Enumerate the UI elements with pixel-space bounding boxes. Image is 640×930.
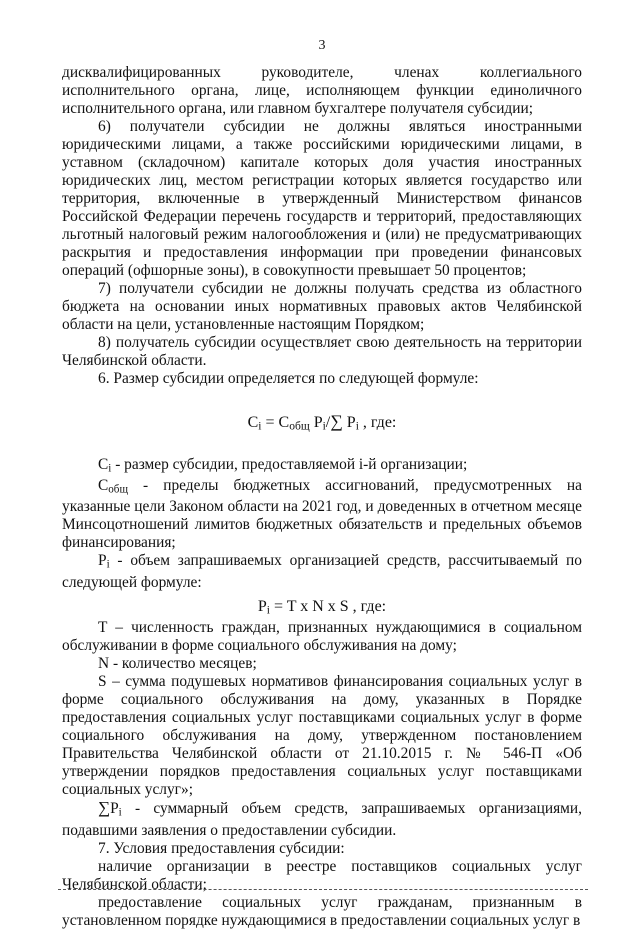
condition-services: предоставление социальных услуг гражданам, признанным в установленном порядке нуждающимися в предоставлении социальных услуг в — [62, 893, 582, 929]
definition-t: T – численность граждан, признанных нуждающимися в социальном обслуживании в форме социального обслуживания на дому; — [62, 619, 582, 655]
definition-pi: $P_i$ - объем запрашиваемых организацией средств, рассчитываемый по следующей формуле: — [62, 552, 582, 591]
subsidy-formula: $C_i = C_{общ}$ $P_i/\sum$ $P_i$ , где: — [247, 411, 397, 433]
request-volume-formula: $P_i = T$ x N x S , где: — [257, 597, 387, 617]
condition-registry: наличие организации в реестре поставщиков социальных услуг Челябинской области; — [62, 857, 582, 893]
definition-s: S – сумма подушевых нормативов финансирования социальных услуг в форме социального обслуживания на дому, указанных в Порядке предоставления социальных услуг поставщиками социальных услуг в форме социального обслуживания на дому, утвержденном постановлением Правительства Челябинской области от 21.10.2015 г. № 546-П «Об утверждении порядков предоставления социальных услуг поставщиками социальных услуг»; — [62, 673, 582, 799]
paragraph-item-7: 7) получатели субсидии не должны получать средства из областного бюджета на основании иных нормативных правовых актов Челябинской области на цели, установленные настоящим Порядком; — [62, 280, 582, 333]
definition-n: N - количество месяцев; — [98, 655, 257, 673]
paragraph-item-8: 8) получатель субсидии осуществляет свою деятельность на территории Челябинской области. — [62, 334, 582, 369]
paragraph-section-6: 6. Размер субсидии определяется по следующей формуле: — [98, 370, 479, 387]
paragraph-continuation: дисквалифицированных руководителе, членах коллегиального исполнительного органа, лице, исполняющем функции единоличного исполнительного органа, или главном бухгалтере получателя субсидии; — [62, 64, 582, 117]
definition-cobsh: $C_{общ}$ - пределы бюджетных ассигнований, предусмотренных на указанные цели Законом области на 2021 год, и доведенных в отчетном месяце Минсоцотношений лимитов бюджетных обязательств и предельных объемов финансирования; — [62, 476, 582, 552]
paragraph-section-7: 7. Условия предоставления субсидии: — [98, 839, 345, 857]
page-number: 3 — [318, 38, 326, 53]
definition-sum-pi: $\sum P_i$ - суммарный объем средств, запрашиваемых организациями, подавшими заявления о предоставлении субсидии. — [62, 798, 582, 839]
paragraph-item-6: 6) получатели субсидии не должны являться иностранными юридическими лицами, а также российскими юридическими лицами, в уставном (складочном) капитале которых доля участия иностранных юридических лиц, местом регистрации которых является государство или территория, включенные в утвержденный Министерством финансов Российской Федерации перечень государств и территорий, предоставляющих льготный налоговый режим налогообложения и (или) не предусматривающих раскрытия и предоставления информации при проведении финансовых операций (офшорные зоны), в совокупности превышает 50 процентов; — [62, 118, 582, 279]
document-body — [62, 64, 582, 930]
page-bottom-divider — [58, 889, 588, 890]
definition-ci: $C_i$ - размер субсидии, предоставляемой i-й организации; — [98, 455, 468, 474]
